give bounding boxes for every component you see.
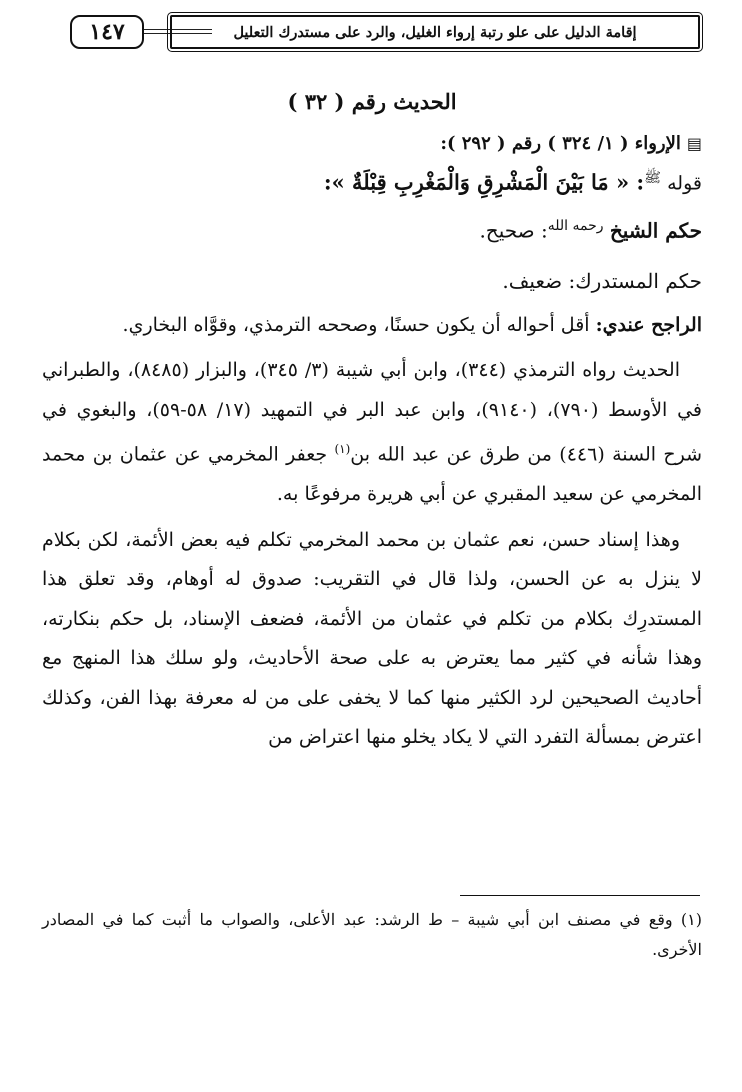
sheikh-ruling-label: حكم الشيخ xyxy=(609,218,702,243)
mustadrak-ruling xyxy=(42,256,702,306)
sources-text-a: الحديث رواه الترمذي (٣٤٤)، وابن أبي شيبة (٣/ ٣٤٥)، والبزار (٨٤٨٥)، والطبراني في الأوسط (٧٩٠)، (٩١٤٠)، وابن عبد البر في التمهيد (١٧/ ٥٨-٥٩)، والبغوي في شرح السنة (٤٤٦) من طرق عن عبد الله بن xyxy=(42,359,703,466)
document-icon: ▤ xyxy=(686,134,702,153)
preferred-ruling-text: أقل أحواله أن يكون حسنًا، وصححه الترمذي، وقوَّاه البخاري. xyxy=(122,313,590,336)
hadith-text: : « مَا بَيْنَ الْمَشْرِقِ وَالْمَغْرِبِ قِبْلَةٌ »: xyxy=(323,169,645,195)
page-header xyxy=(44,12,700,50)
footnote-divider xyxy=(460,895,700,896)
analysis-paragraph: وهذا إسناد حسن، نعم عثمان بن محمد المخرمي تكلم فيه بعض الأئمة، لكن بكلام لا ينزل به عن الحسن، ولذا قال في التقريب: صدوق له أوهام، وقد تعلق هذا المستدرِك بكلام من تكلم في عثمان من الأئمة، فضعف الإسناد، بل حكم بنكارته، وهذا شأنه في كثير مما يعترض به على صحة الأحاديث، ولو سلك هذا المنهج مع أحاديث الصحيحين لرد الكثير منها كما لا يخفى على من له معرفة بهذا الفن، وكذلك اعترض بمسألة التفرد التي لا يكاد يخلو منها اعتراض من xyxy=(42,528,702,749)
preferred-ruling-label: الراجح عندي: xyxy=(595,313,702,336)
page-body xyxy=(42,78,702,764)
mustadrak-ruling-label: حكم المستدرك: xyxy=(568,268,702,293)
irwa-reference xyxy=(42,128,702,160)
rahimahullah-symbol: رحمه الله xyxy=(547,218,604,235)
hadith-quote xyxy=(42,160,702,201)
preferred-ruling xyxy=(42,306,702,346)
mustadrak-ruling-value: ضعيف. xyxy=(502,268,563,293)
sheikh-ruling-value: : صحيح. xyxy=(479,218,548,243)
footnote-marker[interactable]: (١) xyxy=(334,442,351,457)
running-title: إقامة الدليل على علو رتبة إرواء الغليل، والرد على مستدرك التعليل xyxy=(170,15,700,49)
sources-text-b: جعفر المخرمي عن عثمان بن محمد المخرمي عن سعيد المقبري عن أبي هريرة مرفوعًا به. xyxy=(42,443,702,506)
page-number: ١٤٧ xyxy=(70,15,144,49)
quote-intro: قوله xyxy=(667,172,702,195)
salawat-symbol: ﷺ xyxy=(644,170,662,186)
footnote: (١) وقع في مصنف ابن أبي شيبة – ط الرشد: عبد الأعلى، والصواب ما أثبت كما في المصادر الأخرى. xyxy=(42,910,702,959)
reference-text: الإرواء ( ١/ ٣٢٤ ) رقم ( ٢٩٢ ): xyxy=(440,133,681,154)
hadith-title: الحديث رقم ( ٣٢ ) xyxy=(287,89,457,114)
sources-paragraph xyxy=(42,351,702,514)
sheikh-ruling xyxy=(42,201,702,256)
